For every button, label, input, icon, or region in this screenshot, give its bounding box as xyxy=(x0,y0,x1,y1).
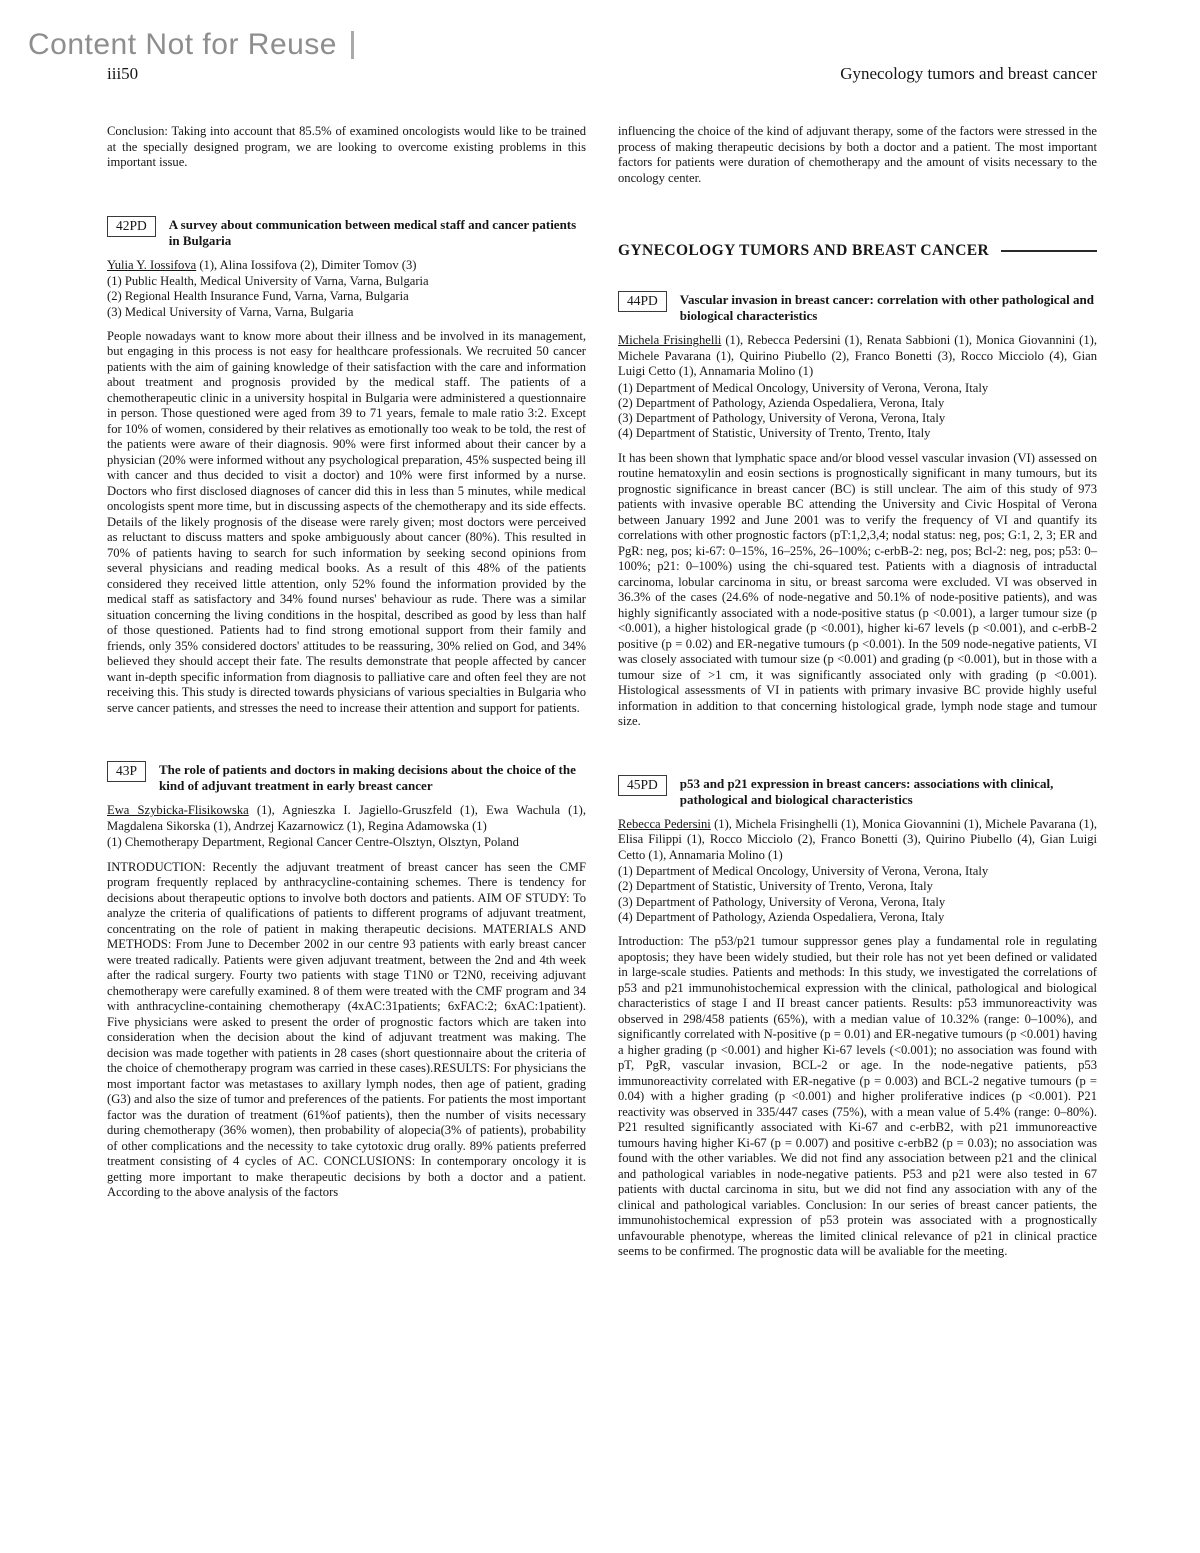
abstract-title: A survey about communication between medical staff and cancer patients in Bulgaria xyxy=(168,216,577,248)
affiliations xyxy=(107,835,586,850)
abstract-heading xyxy=(107,215,586,249)
affiliation-line: (1) Department of Medical Oncology, University of Verona, Verona, Italy xyxy=(618,864,989,879)
watermark-text: Content Not for Reuse xyxy=(28,28,337,61)
abstract-title: Vascular invasion in breast cancer: correlation with other pathological and biological characteristics xyxy=(679,292,1094,323)
abstract-authors xyxy=(618,333,1097,380)
abstract-authors xyxy=(618,817,1097,864)
affiliation-line: (4) Department of Pathology, Azienda Ospedaliera, Verona, Italy xyxy=(618,910,945,925)
first-author: Ewa Szybicka-Flisikowska xyxy=(107,803,249,818)
abstract-45pd xyxy=(618,774,1097,1260)
affiliation-line: (2) Department of Statistic, University of Trento, Verona, Italy xyxy=(618,879,933,894)
affiliation-line: (1) Department of Medical Oncology, University of Verona, Verona, Italy xyxy=(618,380,989,395)
watermark xyxy=(28,28,354,62)
continuation-paragraph: Conclusion: Taking into account that 85.5% of examined oncologists would like to be trained at the specially designed program, we are looking to overcome existing problems in this important issue. xyxy=(107,124,586,169)
abstract-heading xyxy=(618,290,1097,324)
coauthors: (1), Michela Frisinghelli (1), Monica Giovannini (1), Michele Pavarana (1), Elisa Filippi (1), Rocco Micciolo (2), Franco Bonetti (3), Quirino Piubello (4), Gian Luigi Cetto (1), Annamaria Molino (1) xyxy=(618,816,1097,862)
section-heading-text: GYNECOLOGY TUMORS AND BREAST CANCER xyxy=(618,242,990,259)
affiliation-line: (4) Department of Statistic, University of Trento, Trento, Italy xyxy=(618,426,931,441)
coauthors: (1), Agnieszka I. Jagiello-Gruszfeld (1), Ewa Wachula (1), Magdalena Sikorska (1), Andrzej Kazarnowicz (1), Regina Adamowska (1) xyxy=(107,803,586,833)
affiliations xyxy=(107,274,586,320)
affiliations xyxy=(618,864,1097,925)
page-number: iii50 xyxy=(107,64,139,83)
abstract-id-badge: 43P xyxy=(107,761,146,782)
coauthors: (1), Rebecca Pedersini (1), Renata Sabbioni (1), Monica Giovannini (1), Michele Pavarana (1), Quirino Piubello (2), Franco Bonetti (3), Rocco Micciolo (4), Gian Luigi Cetto (1), Annamaria Molino (1) xyxy=(618,333,1098,378)
abstract-title: p53 and p21 expression in breast cancers: associations with clinical, pathological and biological characteristics xyxy=(679,775,1054,807)
section-rule xyxy=(1001,250,1097,252)
abstract-44pd xyxy=(618,290,1097,730)
abstract-body: Introduction: The p53/p21 tumour suppressor genes play a fundamental role in regulating apoptosis; they have been widely studied, but their role has not yet been defined or validated in large-scale studies. Patients and methods: In this study, we investigated the correlations of p53 and p21 immunohistochemical expression with the clinical, pathological and biological characteristics of stage I and II breast cancer patients. Results: p53 immunoreactivity was observed in 298/458 patients (65%), with a median value of 10.32% (range: 0–100%), and significantly correlated with N-positive (p = 0.01) and ER-negative tumours (p <0.001) having a higher grading (p <0.001) and higher Ki-67 levels (<0.001); no association was found with pT, PgR, vascular invasion, BCL-2 or age. In the node-negative patients, p53 immunoreactivity correlated with ER-negative (p = 0.003) and BCL-2 negative tumours (p = 0.04) with a higher grading (p <0.001) and higher proliferative indices (p <0.001). P21 reactivity was observed in 335/447 cases (75%), with a mean value of 5.4% (range: 0–80%). P21 resulted significantly associated with Ki-67 and c-erbB2, with p21 immunoreactive tumours having higher Ki-67 (p = 0.007) and positive c-erbB2 (p = 0.03); no association was found with the other variables. We did not find any association between p21 and the clinical and pathological variables in node-negative patients. P53 and p21 were also tested in 67 patients with ductal carcinoma in situ, but we did not find any association with any of the clinical and pathological variables. Conclusion: In our series of breast cancer patients, the immunohistochemical expression of p53 protein was associated with a prognostically unfavourable phenotype, whereas the limited clinical relevance of p21 in clinical practice seems to be confirmed. The prognostic data will be avaliable for the meeting. xyxy=(618,934,1097,1259)
section-heading xyxy=(618,242,1097,260)
first-author: Rebecca Pedersini xyxy=(618,816,711,831)
affiliation-line: (3) Department of Pathology, University of Verona, Verona, Italy xyxy=(618,894,946,909)
watermark-bar xyxy=(351,31,354,59)
abstract-id-badge: 45PD xyxy=(618,775,667,796)
affiliation-line: (2) Department of Pathology, Azienda Ospedaliera, Verona, Italy xyxy=(618,395,945,410)
abstract-body: INTRODUCTION: Recently the adjuvant treatment of breast cancer has seen the CMF program frequently replaced by anthracycline-containing schemes. There is tendency for decisions about therapeutic options to involve both doctors and patients. AIM OF STUDY: To analyze the criteria of qualifications of patients to different programs of adjuvant treatment, concentrating on the role of patient in making therapeutic decisions. MATERIALS AND METHODS: From June to December 2002 in our centre 93 patients with early breast cancer were treated radically. Patients were given adjuvant treatment, between the 2nd and 4th week after the radical surgery. Fourty two patients with stage T1N0 or T2N0, receiving adjuvant chemotherapy were carefully examined. 8 of them were treated with the CMF program and 34 with anthracycline-containing chemotherapy (4xAC:31patients; 6xFAC:2; 6xAC:1patient). Five physicians were asked to present the order of prognostic factors which are taken into consideration when the decision about the kind of adjuvant treatment was making. The decision was made together with patients in 28 cases (short questionnaire about the criteria of the choice of chemotherapy program was carried in these cases).RESULTS: For physicians the most important factor was metastases to axillary lymph nodes, then age of patient, grading (G3) and also the size of tumor and preferences of the patients. For patients the most important factor was the duration of treatment (61%of patients), then the number of visits necessary during chemotherapy (36% women), then probability of alopecia(3% of patients), probability of other complications and the necessity to take cytotoxic drug orally. 89% patients preferred treatment consisting of 4 cycles of AC. CONCLUSIONS: In contemporary oncology it is getting more important to make therapeutic decisions by both a doctor and a patient. According to the above analysis of the factors xyxy=(107,859,586,1200)
right-column xyxy=(618,124,1097,1260)
running-title: Gynecology tumors and breast cancer xyxy=(840,64,1097,83)
continuation-paragraph: influencing the choice of the kind of adjuvant therapy, some of the factors were stressed in the process of making therapeutic decisions by both a doctor and a patient. The most important factors for patients were duration of chemotherapy and the amount of visits necessary to the oncology center. xyxy=(618,124,1097,185)
abstract-authors xyxy=(107,803,586,834)
affiliation-line: (2) Regional Health Insurance Fund, Varna, Varna, Bulgaria xyxy=(107,289,409,304)
abstract-heading xyxy=(107,760,586,794)
coauthors: (1), Alina Iossifova (2), Dimiter Tomov (3) xyxy=(196,257,417,272)
abstract-heading xyxy=(618,774,1097,808)
abstract-body: People nowadays want to know more about their illness and be involved in its management, but engaging in this process is not easy for healthcare professionals. We recruited 50 cancer patients with the aim of gaining knowledge of their satisfaction with the care and information about treatment and prognosis provided by the medical staff. The patients of a chemotherapeutic clinic in a university hospital in Bulgaria were administered a questionnaire in person. Those questioned were aged from 39 to 71 years, female to male ratio 3:2. Except for 10% of women, considered by their relatives as emotionally too weak to be told, the rest of the patients were aware of their diagnosis. 90% were first informed about their cancer by a physician (20% were informed without any psychological preparation, 45% suspected being ill with cancer and thus decided to visit a doctor) and 10% were first informed by a nurse. Doctors who first disclosed diagnoses of cancer did this in less than 5 minutes, while medical oncologists spent more time, but in discussing aspects of the chemotherapy and its side effects. Details of the likely prognosis of the disease were rarely given; most doctors were perceived as reluctant to discuss matters and spoke ambiguously about cancer (80%). This resulted in 70% of patients having to search for such information by seeking second opinions from several physicians and reading medical books. As a result of this 48% of the patients considered they received little attention, only 52% found the information provided by the medical staff as satisfactory and 34% found nurses' behaviour as rude. There was a similar situation concerning the living conditions in the hospital, described as good by less than half of those questioned. Patients had to find strong emotional support from their family and friends, only 35% considered doctors' attitudes to be reassuring, 30% relied on God, and 34% believed they should accept their fate. The results demonstrate that people affected by cancer want in-depth specific information from diagnosis to palliative care and often feel they are not receiving this. This study is directed towards physicians of various specialties in Bulgaria who serve cancer patients, and stresses the need to increase their attention and support for patients. xyxy=(107,328,586,715)
affiliations xyxy=(618,381,1097,442)
abstract-body: It has been shown that lymphatic space and/or blood vessel vascular invasion (VI) assessed on routine hematoxylin and eosin sections is prognostically significant in many tumours, but its prognostic significance in breast cancer (BC) is still unclear. The aim of this study of 973 patients with invasive operable BC attending the University and Civic Hospital of Verona between January 1992 and June 2001 was to verify the frequency of VI and quantify its correlations with other prognostic factors (pT:1,2,3,4; nodal status: neg, pos; G:1, 2, 3; ER and PgR: neg, pos; ki-67: 0–15%, 16–25%, 26–100%; c-erbB-2: neg, pos; Bcl-2: neg, pos; p53: 0–100%; p21: 0–100%) using the chi-squared test. Patients with a diagnosis of intraductal carcinoma, lobular carcinoma in situ, or breast sarcoma were excluded. VI was observed in 36.3% of the cases (24.6% of node-negative and 50.1% of node-positive patients), and was highly significantly associated with a node-positive status (p <0.001), a larger tumour size (p <0.001), a higher histological grade (p <0.001), higher ki-67 levels (p <0.001), and c-erbB-2 positive (p = 0.02) and ER-negative tumours (p <0.001). In the 509 node-negative patients, VI was closely associated with tumour size (p <0.001) and grading (p <0.001), but in those with a tumour size of >1 cm, it was significantly associated only with grading (p <0.001). Histological assessments of VI in patients with primary invasive BC provide highly useful information in addition to that concerning histological grade, lymph node stage and tumour size. xyxy=(618,450,1097,729)
affiliation-line: (1) Public Health, Medical University of Varna, Varna, Bulgaria xyxy=(107,274,429,288)
abstract-authors xyxy=(107,258,586,274)
two-column-layout xyxy=(107,124,1097,1260)
abstract-title: The role of patients and doctors in making decisions about the choice of the kind of adjuvant treatment in early breast cancer xyxy=(159,762,576,794)
first-author: Michela Frisinghelli xyxy=(618,333,722,347)
abstract-43p xyxy=(107,760,586,1200)
first-author: Yulia Y. Iossifova xyxy=(107,257,197,272)
abstract-id-badge: 44PD xyxy=(618,291,667,312)
affiliation-line: (3) Department of Pathology, University of Verona, Verona, Italy xyxy=(618,411,946,426)
page-header xyxy=(107,64,1097,84)
abstract-42pd xyxy=(107,215,586,717)
affiliation-line: (3) Medical University of Varna, Varna, Bulgaria xyxy=(107,304,354,319)
left-column xyxy=(107,124,586,1260)
abstract-id-badge: 42PD xyxy=(107,216,156,237)
affiliation-line: (1) Chemotherapy Department, Regional Cancer Centre-Olsztyn, Olsztyn, Poland xyxy=(107,835,519,850)
